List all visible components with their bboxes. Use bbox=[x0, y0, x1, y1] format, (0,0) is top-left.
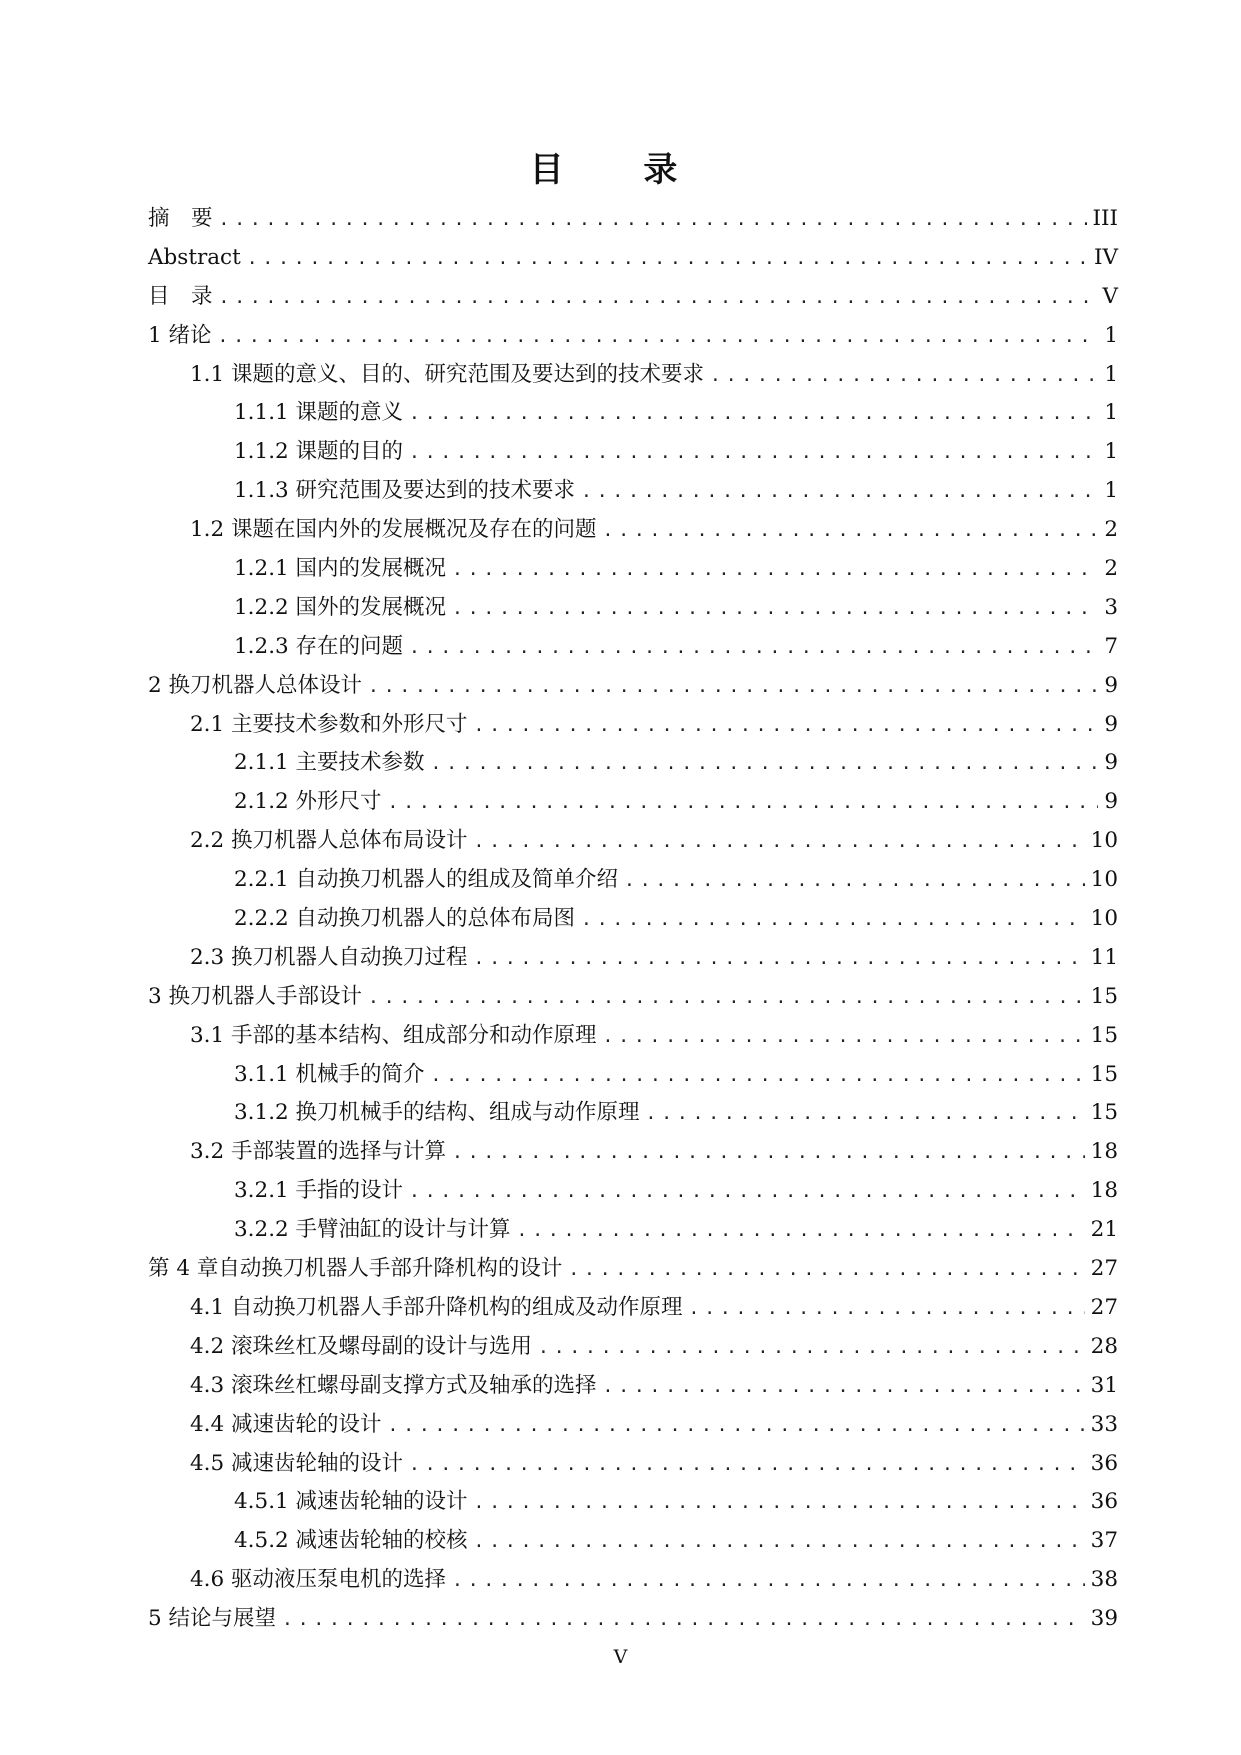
toc-entry[interactable] bbox=[148, 1522, 1118, 1561]
dot-leader bbox=[219, 201, 1087, 240]
toc-entry-label: 2.1 主要技术参数和外形尺寸 bbox=[190, 711, 468, 737]
toc-entry-page-number: 1 bbox=[1104, 400, 1118, 426]
toc-entry-page-number: 11 bbox=[1090, 944, 1118, 970]
toc-entry-page-number: 10 bbox=[1090, 828, 1118, 854]
toc-entry[interactable] bbox=[148, 861, 1118, 900]
dot-leader bbox=[603, 1368, 1085, 1407]
toc-entry[interactable] bbox=[148, 1017, 1118, 1056]
toc-entry[interactable] bbox=[148, 1133, 1118, 1172]
toc-entry-page-number: 1 bbox=[1104, 439, 1118, 465]
dot-leader bbox=[603, 512, 1099, 551]
dot-leader bbox=[282, 1601, 1085, 1640]
toc-entry-page-number: V bbox=[1102, 283, 1118, 309]
toc-entry-page-number: 7 bbox=[1104, 633, 1118, 659]
toc-entry-page-number: III bbox=[1092, 206, 1118, 231]
toc-entry[interactable] bbox=[148, 1328, 1118, 1367]
page-title: 目 录 bbox=[529, 150, 712, 190]
toc-entry[interactable] bbox=[148, 317, 1118, 356]
toc-entry-label: 5 结论与展望 bbox=[148, 1606, 277, 1632]
dot-leader bbox=[409, 629, 1098, 668]
toc-entry-label: 2 换刀机器人总体设计 bbox=[148, 672, 363, 698]
toc-entry-label: 4.4 减速齿轮的设计 bbox=[190, 1411, 382, 1437]
toc-entry-label: 1.2.2 国外的发展概况 bbox=[234, 594, 447, 620]
toc-entry[interactable] bbox=[148, 667, 1118, 706]
dot-leader bbox=[452, 551, 1098, 590]
toc-entry[interactable] bbox=[148, 1211, 1118, 1250]
toc-entry[interactable] bbox=[148, 433, 1118, 472]
toc-entry[interactable] bbox=[148, 1056, 1118, 1095]
toc-entry[interactable] bbox=[148, 1600, 1118, 1639]
dot-leader bbox=[689, 1290, 1085, 1329]
toc-entry[interactable] bbox=[148, 394, 1118, 433]
toc-entry[interactable] bbox=[148, 356, 1118, 395]
toc-entry-page-number: 9 bbox=[1104, 789, 1118, 815]
toc-entry-page-number: 36 bbox=[1090, 1489, 1118, 1515]
toc-entry[interactable] bbox=[148, 589, 1118, 628]
dot-leader bbox=[624, 862, 1085, 901]
dot-leader bbox=[603, 1018, 1085, 1057]
toc-entry-page-number: 2 bbox=[1104, 556, 1118, 582]
toc-entry[interactable] bbox=[148, 706, 1118, 745]
toc-entry-label: 1.1.3 研究范围及要达到的技术要求 bbox=[234, 478, 576, 504]
toc-entry-label: 3.2.1 手指的设计 bbox=[234, 1178, 404, 1204]
dot-leader bbox=[388, 784, 1099, 823]
toc-entry-page-number: 21 bbox=[1090, 1217, 1118, 1243]
toc-entry-label: 1.2.3 存在的问题 bbox=[234, 633, 404, 659]
toc-entry[interactable] bbox=[148, 783, 1118, 822]
toc-entry-label: 1 绪论 bbox=[148, 322, 212, 348]
dot-leader bbox=[710, 357, 1098, 396]
dot-leader bbox=[474, 1523, 1085, 1562]
dot-leader bbox=[431, 745, 1099, 784]
dot-leader bbox=[452, 590, 1098, 629]
toc-entry-page-number: 31 bbox=[1090, 1372, 1118, 1398]
dot-leader bbox=[368, 979, 1085, 1018]
dot-leader bbox=[517, 1212, 1085, 1251]
toc-entry-page-number: 9 bbox=[1104, 750, 1118, 776]
toc-entry-page-number: 28 bbox=[1090, 1333, 1118, 1359]
toc-entry-page-number: 2 bbox=[1104, 517, 1118, 543]
toc-entry-page-number: 1 bbox=[1104, 361, 1118, 387]
toc-entry-label: 第 4 章自动换刀机器人手部升降机构的设计 bbox=[148, 1256, 563, 1282]
toc-entry-label: 4.2 滚珠丝杠及螺母副的设计与选用 bbox=[190, 1333, 533, 1359]
dot-leader bbox=[452, 1134, 1085, 1173]
toc-entry-page-number: 1 bbox=[1104, 478, 1118, 504]
dot-leader bbox=[431, 1057, 1085, 1096]
toc-entry-label: 2.1.2 外形尺寸 bbox=[234, 789, 382, 815]
page-number-footer: V bbox=[613, 1646, 628, 1668]
toc-entry[interactable] bbox=[148, 1094, 1118, 1133]
toc-entry-label: 2.1.1 主要技术参数 bbox=[234, 750, 425, 776]
toc-entry[interactable] bbox=[148, 628, 1118, 667]
dot-leader bbox=[581, 901, 1085, 940]
toc-entry-label: 4.3 滚珠丝杠螺母副支撑方式及轴承的选择 bbox=[190, 1372, 597, 1398]
dot-leader bbox=[388, 1407, 1085, 1446]
toc-entry[interactable] bbox=[148, 1367, 1118, 1406]
toc-entry-label: 1.1.2 课题的目的 bbox=[234, 439, 404, 465]
toc-entry[interactable] bbox=[148, 822, 1118, 861]
dot-leader bbox=[646, 1095, 1085, 1134]
toc-entry[interactable] bbox=[148, 511, 1118, 550]
toc-entry-label: Abstract bbox=[148, 244, 241, 270]
toc-entry-page-number: 9 bbox=[1104, 711, 1118, 737]
toc-entry[interactable] bbox=[148, 900, 1118, 939]
toc-entry-label: 1.1 课题的意义、目的、研究范围及要达到的技术要求 bbox=[190, 361, 705, 387]
toc-entry-label: 摘 要 bbox=[148, 206, 213, 231]
toc-entry-label: 3.2 手部装置的选择与计算 bbox=[190, 1139, 447, 1165]
toc-entry[interactable] bbox=[148, 978, 1118, 1017]
dot-leader bbox=[568, 1251, 1084, 1290]
toc-entry-label: 2.2 换刀机器人总体布局设计 bbox=[190, 828, 468, 854]
toc-entry-label: 3.1.2 换刀机械手的结构、组成与动作原理 bbox=[234, 1100, 640, 1126]
toc-entry-page-number: 27 bbox=[1090, 1256, 1118, 1282]
dot-leader bbox=[581, 473, 1098, 512]
toc-entry-page-number: 10 bbox=[1090, 867, 1118, 893]
toc-entry[interactable] bbox=[148, 1250, 1118, 1289]
toc-entry-label: 1.2 课题在国内外的发展概况及存在的问题 bbox=[190, 517, 597, 543]
toc-entry[interactable] bbox=[148, 744, 1118, 783]
toc-entry-label: 1.2.1 国内的发展概况 bbox=[234, 556, 447, 582]
toc-entry[interactable] bbox=[148, 1289, 1118, 1328]
table-of-contents bbox=[148, 200, 1118, 1639]
dot-leader bbox=[474, 823, 1085, 862]
dot-leader bbox=[409, 1446, 1085, 1485]
toc-entry-label: 4.6 驱动液压泵电机的选择 bbox=[190, 1567, 447, 1593]
toc-entry-page-number: 15 bbox=[1090, 983, 1118, 1009]
toc-entry-page-number: 18 bbox=[1090, 1178, 1118, 1204]
dot-leader bbox=[452, 1562, 1085, 1601]
toc-entry-page-number: 15 bbox=[1090, 1100, 1118, 1126]
toc-entry-label: 4.5.1 减速齿轮轴的设计 bbox=[234, 1489, 468, 1515]
toc-entry-page-number: 1 bbox=[1104, 322, 1118, 348]
dot-leader bbox=[219, 279, 1097, 318]
toc-entry-page-number: IV bbox=[1093, 244, 1118, 270]
dot-leader bbox=[247, 240, 1088, 279]
toc-entry-label: 3.1 手部的基本结构、组成部分和动作原理 bbox=[190, 1022, 597, 1048]
toc-entry[interactable] bbox=[148, 200, 1118, 239]
toc-entry-page-number: 37 bbox=[1090, 1528, 1118, 1554]
toc-entry-page-number: 36 bbox=[1090, 1450, 1118, 1476]
toc-entry-label: 3 换刀机器人手部设计 bbox=[148, 983, 363, 1009]
toc-entry[interactable] bbox=[148, 550, 1118, 589]
toc-entry-label: 4.1 自动换刀机器人手部升降机构的组成及动作原理 bbox=[190, 1294, 683, 1320]
dot-leader bbox=[409, 395, 1098, 434]
toc-entry-page-number: 15 bbox=[1090, 1061, 1118, 1087]
toc-entry[interactable] bbox=[148, 1561, 1118, 1600]
toc-entry-label: 2.2.1 自动换刀机器人的组成及简单介绍 bbox=[234, 867, 619, 893]
dot-leader bbox=[538, 1329, 1085, 1368]
toc-entry-label: 1.1.1 课题的意义 bbox=[234, 400, 404, 426]
toc-entry-page-number: 15 bbox=[1090, 1022, 1118, 1048]
dot-leader bbox=[474, 1484, 1085, 1523]
dot-leader bbox=[409, 434, 1098, 473]
toc-entry-label: 3.2.2 手臂油缸的设计与计算 bbox=[234, 1217, 511, 1243]
dot-leader bbox=[368, 668, 1098, 707]
toc-entry-page-number: 39 bbox=[1090, 1606, 1118, 1632]
toc-entry-page-number: 27 bbox=[1090, 1294, 1118, 1320]
dot-leader bbox=[474, 940, 1085, 979]
toc-entry[interactable] bbox=[148, 1406, 1118, 1445]
dot-leader bbox=[474, 707, 1099, 746]
toc-entry[interactable] bbox=[148, 1172, 1118, 1211]
toc-entry[interactable] bbox=[148, 1445, 1118, 1484]
toc-entry-label: 2.2.2 自动换刀机器人的总体布局图 bbox=[234, 906, 576, 932]
toc-entry-page-number: 18 bbox=[1090, 1139, 1118, 1165]
toc-entry-page-number: 3 bbox=[1104, 594, 1118, 620]
dot-leader bbox=[218, 318, 1099, 357]
toc-entry-page-number: 38 bbox=[1090, 1567, 1118, 1593]
toc-entry[interactable] bbox=[148, 939, 1118, 978]
toc-entry[interactable] bbox=[148, 239, 1118, 278]
toc-entry-page-number: 33 bbox=[1090, 1411, 1118, 1437]
toc-entry-label: 2.3 换刀机器人自动换刀过程 bbox=[190, 944, 468, 970]
toc-entry-label: 4.5 减速齿轮轴的设计 bbox=[190, 1450, 404, 1476]
toc-entry-page-number: 10 bbox=[1090, 906, 1118, 932]
toc-entry-label: 目 录 bbox=[148, 283, 213, 309]
toc-entry[interactable] bbox=[148, 472, 1118, 511]
toc-entry-page-number: 9 bbox=[1104, 672, 1118, 698]
toc-entry[interactable] bbox=[148, 278, 1118, 317]
toc-entry-label: 4.5.2 减速齿轮轴的校核 bbox=[234, 1528, 468, 1554]
toc-entry[interactable] bbox=[148, 1483, 1118, 1522]
toc-entry-label: 3.1.1 机械手的简介 bbox=[234, 1061, 425, 1087]
dot-leader bbox=[409, 1173, 1085, 1212]
